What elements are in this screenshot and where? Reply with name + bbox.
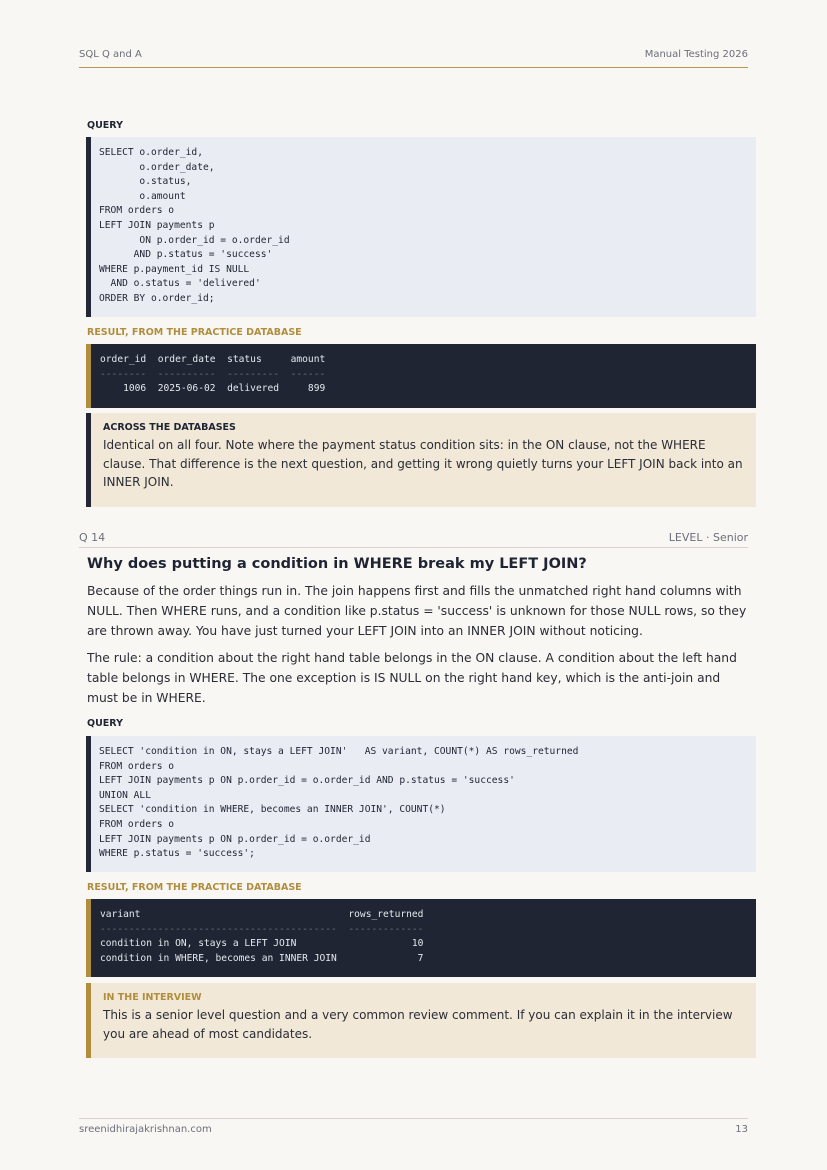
header-series-title: Manual Testing 2026 xyxy=(644,49,748,60)
result-rows: 1006 2025-06-02 delivered 899 xyxy=(100,383,326,395)
page-footer xyxy=(79,1118,748,1137)
result-rows: condition in ON, stays a LEFT JOIN 10 condition in WHERE, becomes an INNER JOIN 7 xyxy=(100,938,424,964)
sql-code-block: SELECT 'condition in ON, stays a LEFT JOIN' AS variant, COUNT(*) AS rows_returned FROM orders o LEFT JOIN payments p ON p.order_id = o.order_id AND p.status = 'success' UNION ALL SELECT 'condition in WHERE, becomes an INNER JOIN', COUNT(*) FROM orders o LEFT JOIN payments p ON p.order_id = o.order_id WHERE p.status = 'success'; xyxy=(86,736,756,872)
header-doc-title: SQL Q and A xyxy=(79,49,142,60)
question-title: Why does putting a condition in WHERE break my LEFT JOIN? xyxy=(87,556,587,572)
page-header xyxy=(79,49,748,68)
page-number: 13 xyxy=(735,1124,748,1135)
result-block xyxy=(86,344,756,408)
note-title: IN THE INTERVIEW xyxy=(103,992,202,1003)
query-label: QUERY xyxy=(87,120,123,131)
result-block xyxy=(86,899,756,977)
databases-note xyxy=(86,413,756,507)
interview-note xyxy=(86,983,756,1058)
question-number: Q 14 xyxy=(79,531,106,544)
result-label: RESULT, FROM THE PRACTICE DATABASE xyxy=(87,327,302,338)
query-label: QUERY xyxy=(87,718,123,729)
question-bar xyxy=(79,531,748,548)
result-separator: ----------------------------------------- ------------- xyxy=(100,923,424,935)
note-body: Identical on all four. Note where the payment status condition sits: in the ON clause, not the WHERE clause. That difference is the next question, and getting it wrong quietly turns your LEFT JOIN back into an INNER JOIN. xyxy=(103,438,743,489)
question-level: LEVEL · Senior xyxy=(668,531,748,544)
result-label: RESULT, FROM THE PRACTICE DATABASE xyxy=(87,882,302,893)
rule-paragraph: The rule: a condition about the right hand table belongs in the ON clause. A condition about the left hand table belongs in WHERE. The one exception is IS NULL on the right hand key, which is the anti-join and must be in WHERE. xyxy=(87,651,737,705)
result-separator: -------- ---------- --------- ------ xyxy=(100,368,326,380)
result-header: variant rows_returned xyxy=(100,909,424,920)
answer-paragraph: Because of the order things run in. The join happens first and fills the unmatched right hand columns with NULL. Then WHERE runs, and a condition like p.status = 'success' is unknown for those NULL rows, so they are thrown away. You have just turned your LEFT JOIN into an INNER JOIN without noticing. xyxy=(87,584,747,638)
note-body: This is a senior level question and a very common review comment. If you can explain it in the interview you are ahead of most candidates. xyxy=(103,1008,733,1041)
note-title: ACROSS THE DATABASES xyxy=(103,422,236,433)
footer-website: sreenidhirajakrishnan.com xyxy=(79,1124,212,1135)
sql-code-block: SELECT o.order_id, o.order_date, o.status, o.amount FROM orders o LEFT JOIN payments p ON p.order_id = o.order_id AND p.status = 'success' WHERE p.payment_id IS NULL AND o.status = 'delivered' ORDER BY o.order_id; xyxy=(86,137,756,317)
result-header: order_id order_date status amount xyxy=(100,354,326,365)
